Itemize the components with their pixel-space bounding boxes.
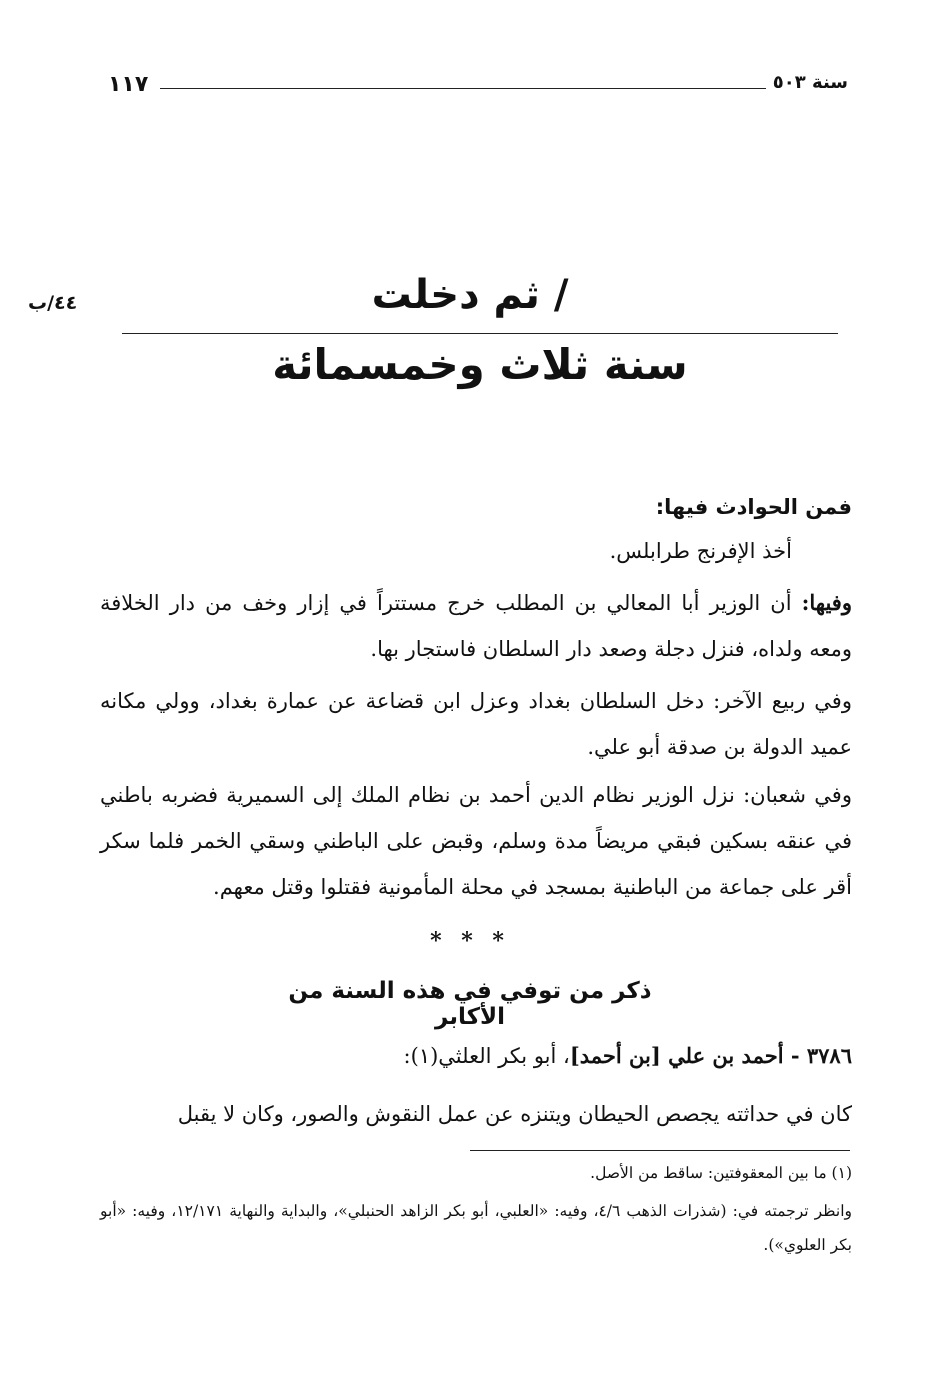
events-heading	[100, 484, 852, 530]
entry-text: كان في حداثته يجصص الحيطان ويتنزه عن عمل النقوش والصور، وكان لا يقبل	[177, 1102, 852, 1126]
running-head-year: سنة ٥٠٣	[772, 72, 848, 93]
events-heading-text: فمن الحوادث فيها:	[655, 495, 852, 519]
footnote-2: وانظر ترجمته في: (شذرات الذهب ٤/٦، وفيه: «العلبي، أبو بكر الزاهد الحنبلي»، والبداية والنهاية ١٢/١٧١، وفيه: «أبو بكر العلوي»).	[100, 1202, 852, 1254]
header-rule	[160, 88, 766, 89]
event-paragraph-1: أخذ الإفرنج طرابلس.	[609, 539, 792, 563]
biography-entry	[100, 1036, 852, 1134]
chapter-title-line2: سنة ثلاث وخمسمائة	[272, 340, 688, 389]
running-header	[108, 72, 848, 102]
entry-head-rest: ، أبو بكر العلثي(١):	[403, 1044, 570, 1068]
event-paragraph-4: وفي شعبان: نزل الوزير نظام الدين أحمد بن نظام الملك إلى السميرية فضربه باطني في عنقه بسكين فبقي مريضاً مدة وسلم، وقبض على الباطني وسقي الخمر فلما سكر أقر على جماعة من الباطنية بمسجد في محلة المأمونية فقتلوا وقتل معهم.	[100, 783, 852, 899]
footnote-rule	[470, 1150, 850, 1151]
entry-head: ٣٧٨٦ - أحمد بن علي [بن أحمد]	[569, 1043, 852, 1068]
deaths-heading: ذكر من توفي في هذه السنة من الأكابر	[288, 978, 652, 1030]
section-separator: * * *	[430, 928, 510, 954]
event-paragraph-3: وفي ربيع الآخر: دخل السلطان بغداد وعزل ابن قضاعة عن عمارة بغداد، وولي مكانه عميد الدولة بن صدقة أبو علي.	[100, 689, 852, 759]
page-number: ١١٧	[108, 72, 149, 97]
event-2-lead: وفيها:	[801, 590, 852, 615]
manuscript-folio-note: ٤٤/ب	[28, 292, 78, 314]
event-paragraph-2	[100, 580, 852, 672]
entry-title-line	[100, 1036, 852, 1076]
chapter-title-line1: / ثم دخلت	[371, 272, 569, 318]
event-2-text: أن الوزير أبا المعالي بن المطلب خرج مستتراً في إزار وخف من دار الخلافة ومعه ولداه، فنزل دجلة وصعد دار السلطان فاستجار بها.	[100, 591, 852, 661]
title-rule	[122, 333, 838, 334]
footnote-1: (١) ما بين المعقوفتين: ساقط من الأصل.	[590, 1164, 852, 1182]
